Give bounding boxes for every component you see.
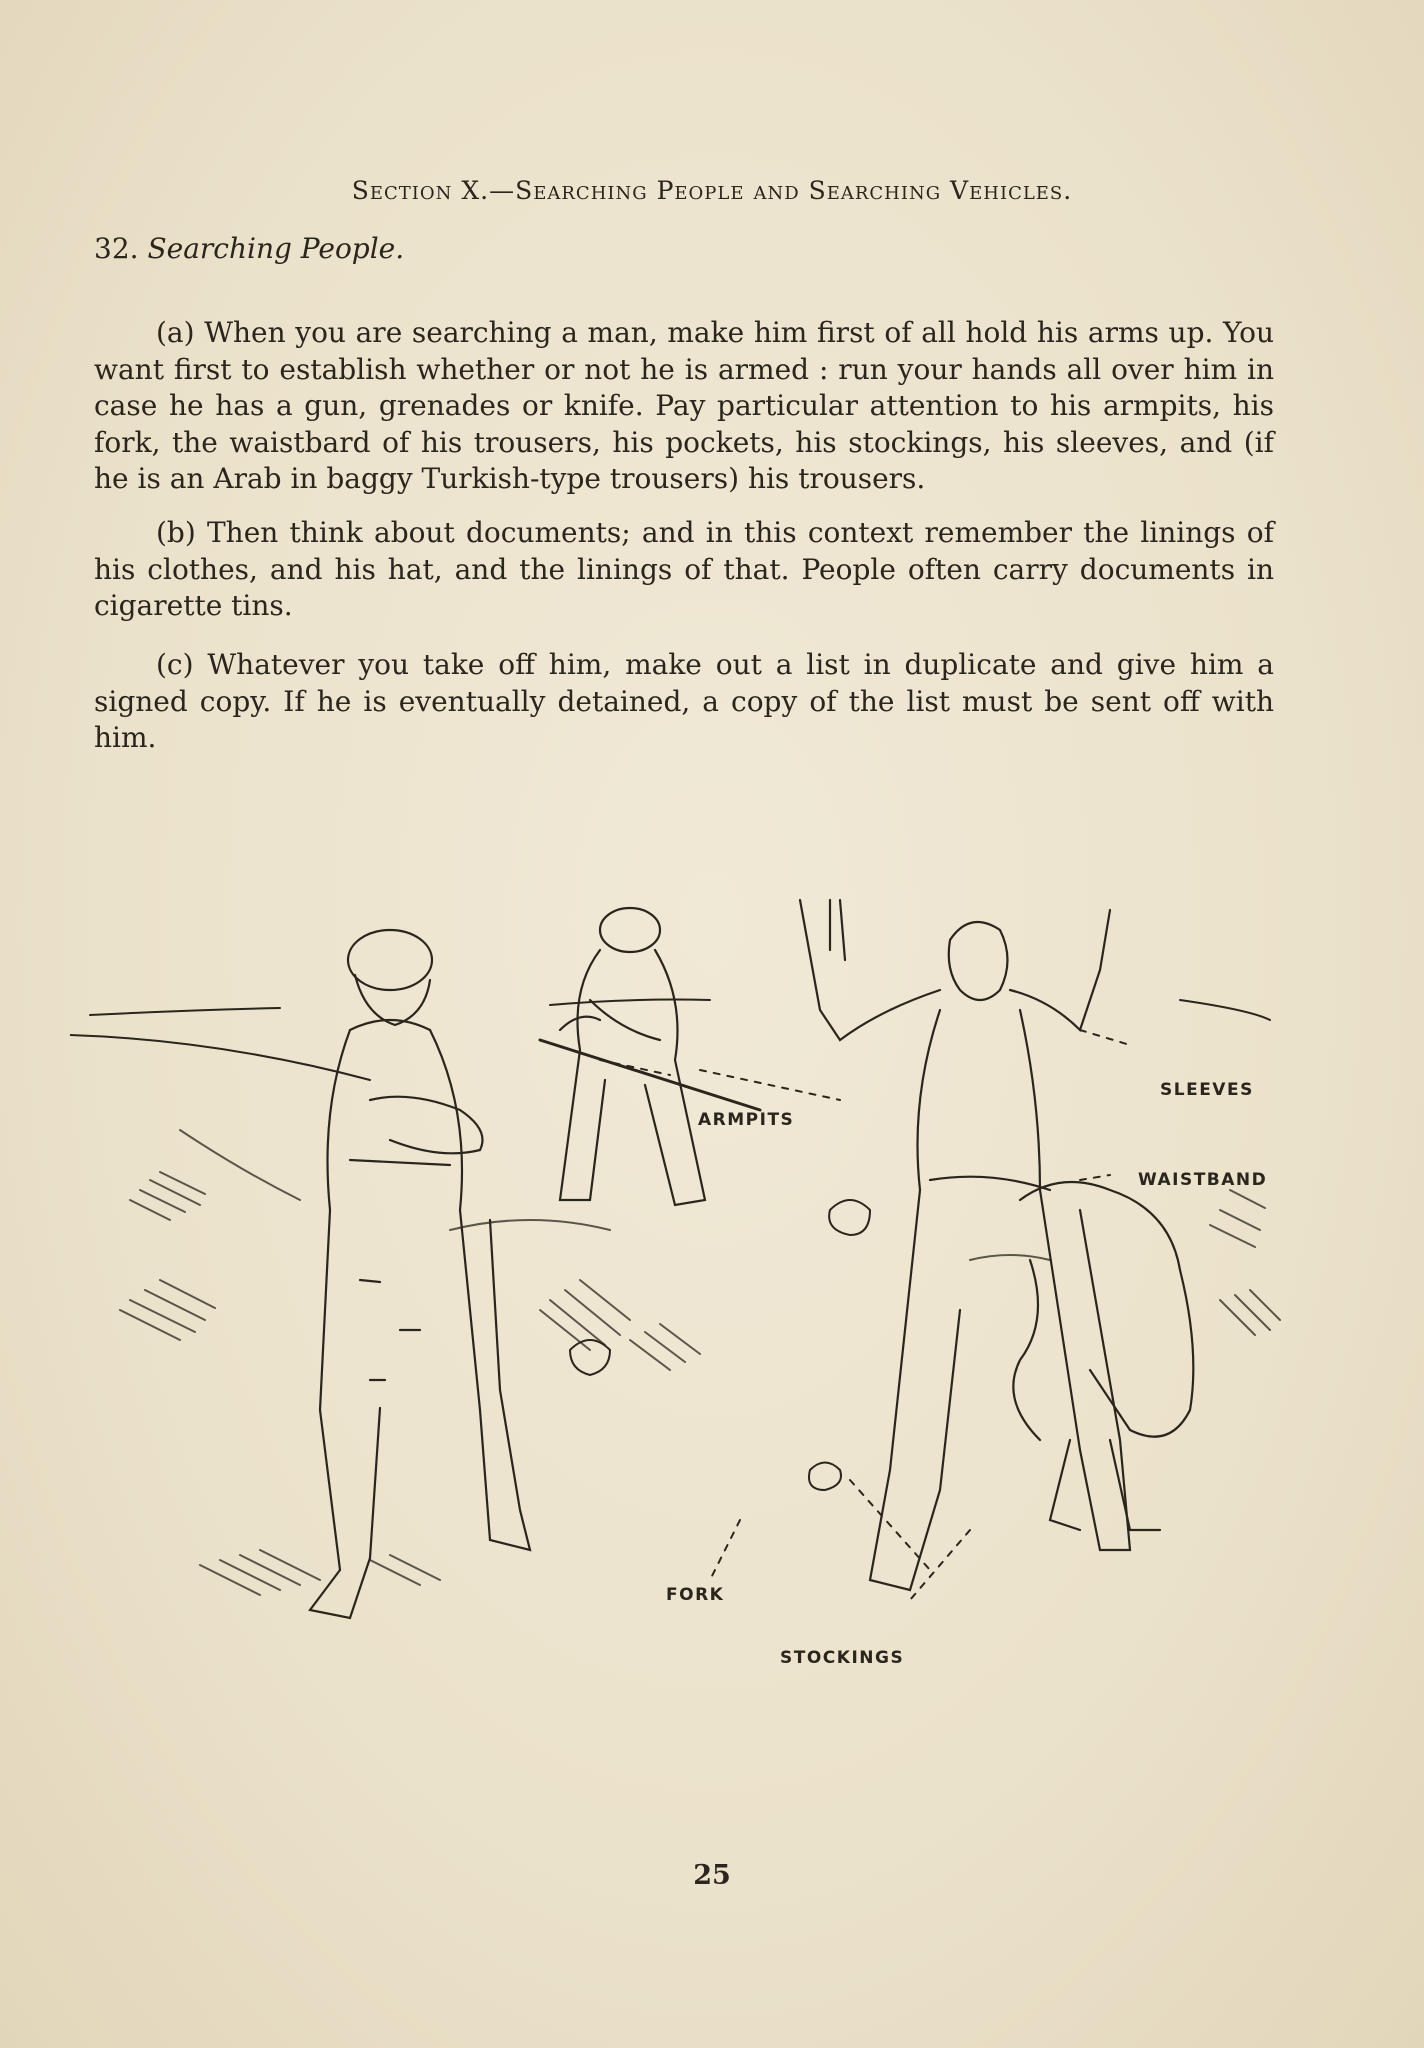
subsection-title — [94, 232, 404, 265]
subsection-name: Searching People. — [147, 232, 405, 265]
page-number: 25 — [693, 1860, 731, 1891]
searched-man-figure — [800, 900, 1130, 1590]
subsection-number: 32. — [94, 232, 139, 265]
paragraph-a: (a) When you are searching a man, make him first of all hold his arms up. You want first to establish whether or not he is armed : run your hands all over him in case he has a gun, grenades or knife. Pay particular attention to his armpits, his fork, the waistbard of his trousers, his pockets, his stockings, his sleeves, and (if he is an Arab in baggy Turkish-type trousers) his trousers. — [94, 316, 1274, 495]
crouching-searcher-figure — [1013, 1182, 1193, 1530]
label-fork: FORK — [666, 1585, 725, 1605]
paragraph-b: (b) Then think about documents; and in this context remember the linings of his clothes, and his hat, and the linings of that. People often carry documents in cigarette tins. — [94, 516, 1274, 622]
label-armpits: ARMPITS — [698, 1110, 795, 1130]
search-illustration — [70, 880, 1300, 1680]
rocks — [570, 1200, 870, 1490]
paragraph-c: (c) Whatever you take off him, make out a list in duplicate and give him a signed copy. If he is eventually detained, a copy of the list must be sent off with him. — [94, 648, 1274, 754]
horizon-line — [90, 1008, 280, 1015]
soldier-rifle-figure — [540, 908, 760, 1205]
horizon-line — [1180, 1000, 1270, 1020]
soldier-left-figure — [310, 930, 530, 1618]
label-sleeves: SLEEVES — [1160, 1080, 1254, 1100]
label-stockings: STOCKINGS — [780, 1648, 905, 1668]
horizon-line — [550, 1000, 710, 1005]
label-waistband: WAISTBAND — [1138, 1170, 1268, 1190]
section-heading: Section X.—Searching People and Searching Vehicles. — [351, 176, 1073, 205]
horizon-line — [70, 1035, 370, 1080]
